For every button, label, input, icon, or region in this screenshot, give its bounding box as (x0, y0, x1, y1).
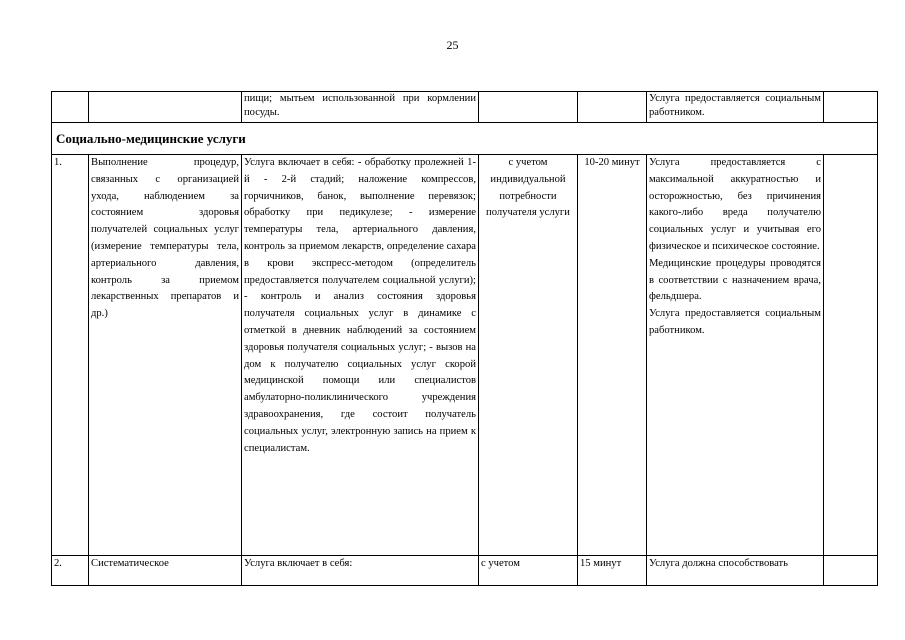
cell-extra (824, 155, 878, 556)
section-row (52, 123, 878, 155)
page-number: 25 (446, 38, 459, 52)
cell-time (578, 92, 647, 123)
cell-time: 10-20 минут (578, 155, 647, 556)
cell-num: 1. (52, 155, 89, 556)
cell-name (89, 92, 242, 123)
cell-content: Услуга включает в себя: (242, 556, 479, 586)
cell-name: Выполнение процедур, связанных с организацией ухода, наблюдением за состоянием здоровья получателей социальных услуг (измерение температуры тела, артериального давления, контроль за приемом лекарственных препаратов и др.) (89, 155, 242, 556)
cell-volume: с учетом (479, 556, 578, 586)
conditions-paragraph: Медицинские процедуры проводятся в соответствии с назначением врача, фельдшера. (649, 257, 821, 303)
services-table (51, 91, 878, 586)
cell-volume (479, 92, 578, 123)
cell-conditions (647, 155, 824, 556)
cell-conditions: Услуга предоставляется социальным работником. (647, 92, 824, 123)
cell-extra (824, 92, 878, 123)
cell-num (52, 92, 89, 123)
cell-name: Систематическое (89, 556, 242, 586)
cell-content: пищи; мытьем использованной при кормлении посуды. (242, 92, 479, 123)
cell-extra (824, 556, 878, 586)
cell-conditions: Услуга должна способствовать (647, 556, 824, 586)
conditions-paragraph: Услуга предоставляется социальным работником. (649, 308, 821, 336)
cell-content: Услуга включает в себя: - обработку пролежней 1-й - 2-й стадий; наложение компрессов, горчичников, банок, выполнение перевязок; обработку при педикулезе; - измерение температуры тела, артериального давления, контроль за приемом лекарств, определение сахара в крови экспресс-методом (определитель предоставляется получателем социальной услуги); - контроль и анализ состояния здоровья получателя социальных услуг в динамике с отметкой в дневник наблюдений за состоянием здоровья получателя социальных услуг; - вызов на дом к получателю социальных услуг скорой медицинской помощи или специалистов амбулаторно-поликлинического учреждения здравоохранения, где состоит получатель социальных услуг, электронную запись на прием к специалистам. (242, 155, 479, 556)
table-row (52, 155, 878, 556)
table-row (52, 92, 878, 123)
conditions-paragraph: Услуга предоставляется с максимальной аккуратностью и осторожностью, без причинения какого-либо вреда получателю социальных услуг и учитывая его физическое и психическое состояние. (649, 157, 821, 252)
cell-time: 15 минут (578, 556, 647, 586)
table-row (52, 556, 878, 586)
section-title: Социально-медицинские услуги (52, 123, 878, 155)
cell-volume: с учетом индивидуальной потребности получателя услуги (479, 155, 578, 556)
cell-num: 2. (52, 556, 89, 586)
